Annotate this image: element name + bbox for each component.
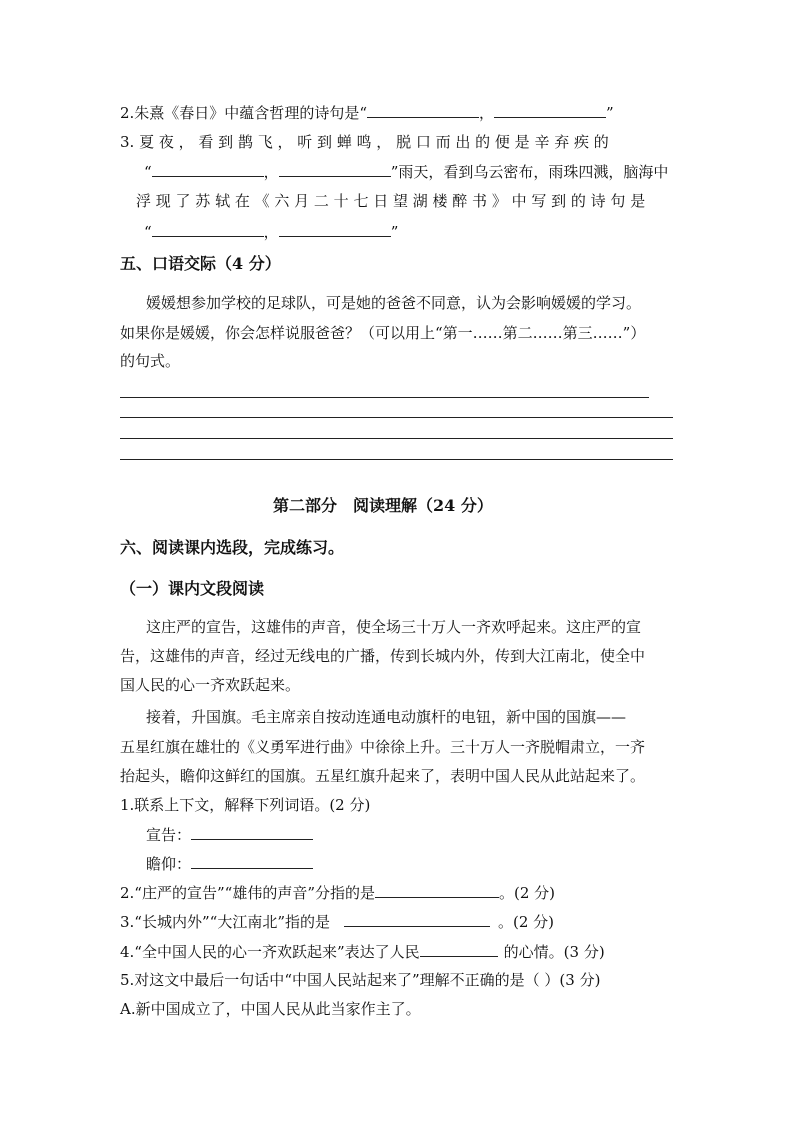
poem-question-3-line4	[144, 220, 398, 243]
passage-p2-line2: 五星红旗在雄壮的《义勇军进行曲》中徐徐上升。三十万人一齐脱帽肃立，一齐	[120, 738, 646, 756]
poem-q3-separator: ，	[263, 163, 279, 181]
reading-question-1a	[146, 823, 313, 846]
section-six-subtitle: （一）课内文段阅读	[120, 579, 265, 598]
q3-suffix: 。(2 分)	[498, 913, 555, 931]
poem-q2-blank-2[interactable]	[494, 101, 606, 118]
poem-q2-separator: ，	[478, 104, 494, 122]
passage-p1-line1: 这庄严的宣告，这雄伟的声音，使全场三十万人一齐欢呼起来。这庄严的宣	[146, 618, 642, 636]
poem-q3-blank-4[interactable]	[279, 220, 391, 237]
q2-prefix: 2.“庄严的宣告”“雄伟的声音”分指的是	[120, 884, 375, 902]
oral-paragraph-line2: 如果你是媛媛，你会怎样说服爸爸？（可以用上“第一……第二……第三……”）	[120, 324, 646, 342]
q1b-label: 瞻仰：	[146, 855, 192, 873]
poem-q2-blank-1[interactable]	[367, 101, 479, 118]
passage-p1-line2: 告，这雄伟的声音，经过无线电的广播，传到长城内外，传到大江南北，使全中	[120, 647, 646, 665]
answer-line-2[interactable]	[120, 417, 673, 418]
poem-q3-blank-1[interactable]	[152, 160, 264, 177]
reading-question-1: 1.联系上下文，解释下列词语。(2 分)	[120, 796, 371, 814]
poem-q3-end-quote: ”	[390, 223, 399, 241]
passage-p2-line1: 接着，升国旗。毛主席亲自按动连通电动旗杆的电钮，新中国的国旗——	[146, 708, 627, 726]
answer-line-1[interactable]	[120, 397, 649, 398]
passage-p1-line3: 国人民的心一齐欢跃起来。	[120, 676, 301, 694]
reading-question-5-option-a: A.新中国成立了，中国人民从此当家作主了。	[120, 1000, 421, 1018]
poem-q3-open-quote: “	[144, 163, 152, 181]
q1a-label: 宣告：	[146, 826, 192, 844]
reading-question-2	[120, 881, 555, 904]
poem-q2-end: ”	[606, 104, 614, 122]
poem-q3-blank-3[interactable]	[152, 220, 264, 237]
oral-paragraph-line1: 媛媛想参加学校的足球队，可是她的爸爸不同意，认为会影响媛媛的学习。	[146, 294, 642, 312]
q4-blank[interactable]	[420, 940, 498, 957]
reading-question-5: 5.对这文中最后一句话中“中国人民站起来了”理解不正确的是（ ）(3 分)	[120, 971, 601, 989]
q3-blank[interactable]	[344, 910, 490, 927]
poem-q3-open-quote-2: “	[144, 223, 152, 241]
poem-q2-prefix: 2.朱熹《春日》中蕴含哲理的诗句是“	[120, 104, 367, 122]
reading-question-4	[120, 940, 605, 963]
answer-line-3[interactable]	[120, 438, 673, 439]
poem-q3-blank-2[interactable]	[279, 160, 391, 177]
q1a-blank[interactable]	[191, 823, 313, 840]
section-six-title: 六、阅读课内选段，完成练习。	[120, 538, 345, 557]
poem-q3-rest: ”雨天，看到乌云密布，雨珠四溅，脑海中	[390, 163, 669, 181]
reading-question-1b	[146, 852, 313, 875]
q2-blank[interactable]	[375, 881, 499, 898]
reading-question-3	[120, 910, 554, 933]
poem-question-2	[120, 101, 614, 124]
answer-line-4[interactable]	[120, 459, 673, 460]
poem-q3-separator-2: ，	[263, 223, 279, 241]
q3-prefix: 3.“长城内外”“大江南北”指的是	[120, 913, 330, 931]
part-two-title: 第二部分 阅读理解（24 分）	[273, 496, 493, 515]
poem-question-3-line3	[136, 190, 645, 212]
q1b-blank[interactable]	[191, 852, 313, 869]
oral-section-title: 五、口语交际（4 分）	[120, 254, 281, 273]
q4-prefix: 4.“全中国人民的心一齐欢跃起来”表达了人民	[120, 943, 420, 961]
poem-question-3-line1	[120, 131, 609, 153]
passage-p2-line3: 抬起头，瞻仰这鲜红的国旗。五星红旗升起来了，表明中国人民从此站起来了。	[120, 767, 646, 785]
q4-suffix: 的心情。(3 分)	[503, 943, 605, 961]
poem-question-3-line2	[144, 160, 668, 183]
q2-suffix: 。(2 分)	[499, 884, 556, 902]
oral-paragraph-line3: 的句式。	[120, 352, 181, 370]
poem-q3-text-3: 浮 现 了 苏 轼 在 《 六 月 二 十 七 日 望 湖 楼 醉 书 》 中 写 到 的 诗 句 是	[136, 192, 646, 210]
poem-q3-text: 3. 夏 夜 ， 看 到 鹊 飞 ， 听 到 蝉 鸣 ， 脱 口 而 出 的 便 是 辛 弃 疾 的	[120, 133, 609, 151]
